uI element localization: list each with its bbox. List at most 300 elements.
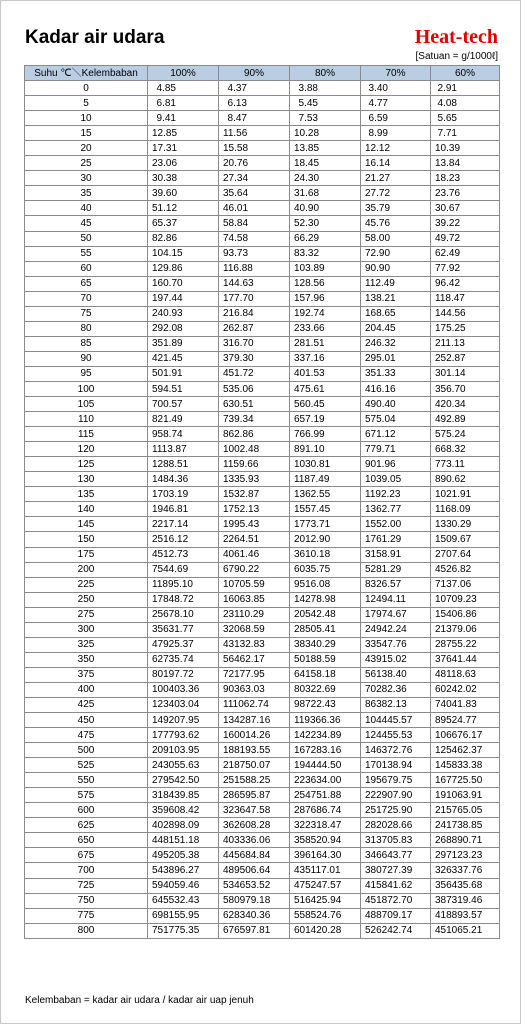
value-cell: 35631.77 <box>148 622 219 637</box>
temperature-cell: 65 <box>25 276 148 291</box>
table-row <box>25 547 500 562</box>
value-cell: 421.45 <box>148 351 219 366</box>
temperature-cell: 85 <box>25 336 148 351</box>
value-cell: 16063.85 <box>219 592 290 607</box>
value-cell: 420.34 <box>431 397 500 412</box>
value-cell: 12.12 <box>361 141 431 156</box>
value-cell: 86382.13 <box>361 697 431 712</box>
value-cell: 251725.90 <box>361 803 431 818</box>
value-cell: 25678.10 <box>148 607 219 622</box>
value-cell: 2707.64 <box>431 547 500 562</box>
header-70: 70% <box>361 66 431 81</box>
temperature-cell: 60 <box>25 261 148 276</box>
value-cell: 7.53 <box>290 111 361 126</box>
table-row <box>25 863 500 878</box>
value-cell: 1946.81 <box>148 502 219 517</box>
temperature-cell: 75 <box>25 306 148 321</box>
value-cell: 15406.86 <box>431 607 500 622</box>
value-cell: 195679.75 <box>361 773 431 788</box>
value-cell: 1192.23 <box>361 487 431 502</box>
value-cell: 279542.50 <box>148 773 219 788</box>
temperature-cell: 25 <box>25 156 148 171</box>
temperature-cell: 140 <box>25 502 148 517</box>
value-cell: 47925.37 <box>148 637 219 652</box>
value-cell: 645532.43 <box>148 893 219 908</box>
value-cell: 103.89 <box>290 261 361 276</box>
table-row <box>25 758 500 773</box>
temperature-cell: 110 <box>25 412 148 427</box>
value-cell: 45.76 <box>361 216 431 231</box>
value-cell: 630.51 <box>219 397 290 412</box>
value-cell: 1557.45 <box>290 502 361 517</box>
value-cell: 821.49 <box>148 412 219 427</box>
value-cell: 142234.89 <box>290 728 361 743</box>
temperature-cell: 800 <box>25 923 148 938</box>
value-cell: 62.49 <box>431 246 500 261</box>
table-row <box>25 381 500 396</box>
value-cell: 21.27 <box>361 171 431 186</box>
value-cell: 779.71 <box>361 442 431 457</box>
value-cell: 37641.44 <box>431 652 500 667</box>
value-cell: 17.31 <box>148 141 219 156</box>
temperature-cell: 0 <box>25 81 148 96</box>
value-cell: 157.96 <box>290 291 361 306</box>
value-cell: 104445.57 <box>361 713 431 728</box>
value-cell: 48118.63 <box>431 667 500 682</box>
temperature-cell: 750 <box>25 893 148 908</box>
temperature-cell: 45 <box>25 216 148 231</box>
value-cell: 1021.91 <box>431 487 500 502</box>
value-cell: 216.84 <box>219 306 290 321</box>
temperature-cell: 135 <box>25 487 148 502</box>
table-row <box>25 773 500 788</box>
value-cell: 379.30 <box>219 351 290 366</box>
value-cell: 20.76 <box>219 156 290 171</box>
value-cell: 177793.62 <box>148 728 219 743</box>
temperature-cell: 105 <box>25 397 148 412</box>
value-cell: 118.47 <box>431 291 500 306</box>
value-cell: 194444.50 <box>290 758 361 773</box>
value-cell: 475247.57 <box>290 878 361 893</box>
value-cell: 10.28 <box>290 126 361 141</box>
value-cell: 1552.00 <box>361 517 431 532</box>
table-row <box>25 502 500 517</box>
temperature-cell: 120 <box>25 442 148 457</box>
value-cell: 58.00 <box>361 231 431 246</box>
table-row <box>25 336 500 351</box>
value-cell: 1484.36 <box>148 472 219 487</box>
value-cell: 20542.48 <box>290 607 361 622</box>
value-cell: 77.92 <box>431 261 500 276</box>
value-cell: 30.38 <box>148 171 219 186</box>
value-cell: 286595.87 <box>219 788 290 803</box>
value-cell: 1532.87 <box>219 487 290 502</box>
value-cell: 362608.28 <box>219 818 290 833</box>
value-cell: 1752.13 <box>219 502 290 517</box>
table-row <box>25 517 500 532</box>
value-cell: 490.40 <box>361 397 431 412</box>
table-row <box>25 788 500 803</box>
value-cell: 33547.76 <box>361 637 431 652</box>
value-cell: 17974.67 <box>361 607 431 622</box>
value-cell: 890.62 <box>431 472 500 487</box>
table-row <box>25 893 500 908</box>
value-cell: 351.33 <box>361 366 431 381</box>
value-cell: 145833.38 <box>431 758 500 773</box>
temperature-cell: 350 <box>25 652 148 667</box>
value-cell: 3.40 <box>361 81 431 96</box>
value-cell: 301.14 <box>431 366 500 381</box>
value-cell: 58.84 <box>219 216 290 231</box>
temperature-cell: 145 <box>25 517 148 532</box>
value-cell: 222907.90 <box>361 788 431 803</box>
value-cell: 56462.17 <box>219 652 290 667</box>
value-cell: 100403.36 <box>148 682 219 697</box>
value-cell: 3158.91 <box>361 547 431 562</box>
value-cell: 51.12 <box>148 201 219 216</box>
value-cell: 204.45 <box>361 321 431 336</box>
value-cell: 23.06 <box>148 156 219 171</box>
value-cell: 9.41 <box>148 111 219 126</box>
value-cell: 82.86 <box>148 231 219 246</box>
value-cell: 160.70 <box>148 276 219 291</box>
table-row <box>25 397 500 412</box>
value-cell: 223634.00 <box>290 773 361 788</box>
value-cell: 93.73 <box>219 246 290 261</box>
value-cell: 144.56 <box>431 306 500 321</box>
value-cell: 5.65 <box>431 111 500 126</box>
value-cell: 356435.68 <box>431 878 500 893</box>
value-cell: 451065.21 <box>431 923 500 938</box>
value-cell: 251588.25 <box>219 773 290 788</box>
value-cell: 40.90 <box>290 201 361 216</box>
value-cell: 1335.93 <box>219 472 290 487</box>
value-cell: 28755.22 <box>431 637 500 652</box>
value-cell: 10705.59 <box>219 577 290 592</box>
value-cell: 134287.16 <box>219 713 290 728</box>
value-cell: 766.99 <box>290 427 361 442</box>
temperature-cell: 250 <box>25 592 148 607</box>
value-cell: 1113.87 <box>148 442 219 457</box>
value-cell: 416.16 <box>361 381 431 396</box>
value-cell: 11.56 <box>219 126 290 141</box>
table-row <box>25 532 500 547</box>
value-cell: 49.72 <box>431 231 500 246</box>
header-temperature-humidity: Suhu ℃＼Kelembaban <box>25 66 148 81</box>
value-cell: 144.63 <box>219 276 290 291</box>
table-row <box>25 667 500 682</box>
value-cell: 8.99 <box>361 126 431 141</box>
value-cell: 119366.36 <box>290 713 361 728</box>
temperature-cell: 525 <box>25 758 148 773</box>
value-cell: 4.85 <box>148 81 219 96</box>
temperature-cell: 675 <box>25 848 148 863</box>
value-cell: 27.72 <box>361 186 431 201</box>
value-cell: 64158.18 <box>290 667 361 682</box>
table-row <box>25 908 500 923</box>
value-cell: 313705.83 <box>361 833 431 848</box>
temperature-cell: 500 <box>25 743 148 758</box>
value-cell: 167725.50 <box>431 773 500 788</box>
value-cell: 492.89 <box>431 412 500 427</box>
temperature-cell: 70 <box>25 291 148 306</box>
value-cell: 46.01 <box>219 201 290 216</box>
value-cell: 90363.03 <box>219 682 290 697</box>
value-cell: 215765.05 <box>431 803 500 818</box>
table-row <box>25 81 500 96</box>
value-cell: 4.77 <box>361 96 431 111</box>
table-row <box>25 472 500 487</box>
value-cell: 12494.11 <box>361 592 431 607</box>
value-cell: 233.66 <box>290 321 361 336</box>
value-cell: 322318.47 <box>290 818 361 833</box>
value-cell: 138.21 <box>361 291 431 306</box>
value-cell: 1159.66 <box>219 457 290 472</box>
value-cell: 268890.71 <box>431 833 500 848</box>
value-cell: 124455.53 <box>361 728 431 743</box>
value-cell: 6.13 <box>219 96 290 111</box>
humidity-table <box>24 65 500 939</box>
value-cell: 160014.26 <box>219 728 290 743</box>
value-cell: 351.89 <box>148 336 219 351</box>
value-cell: 451.72 <box>219 366 290 381</box>
value-cell: 1509.67 <box>431 532 500 547</box>
value-cell: 448151.18 <box>148 833 219 848</box>
value-cell: 240.93 <box>148 306 219 321</box>
value-cell: 218750.07 <box>219 758 290 773</box>
value-cell: 489506.64 <box>219 863 290 878</box>
value-cell: 209103.95 <box>148 743 219 758</box>
value-cell: 8.47 <box>219 111 290 126</box>
value-cell: 35.79 <box>361 201 431 216</box>
table-row <box>25 607 500 622</box>
value-cell: 125462.37 <box>431 743 500 758</box>
value-cell: 43915.02 <box>361 652 431 667</box>
temperature-cell: 35 <box>25 186 148 201</box>
value-cell: 6035.75 <box>290 562 361 577</box>
value-cell: 27.34 <box>219 171 290 186</box>
value-cell: 401.53 <box>290 366 361 381</box>
header-60: 60% <box>431 66 500 81</box>
table-row <box>25 321 500 336</box>
value-cell: 28505.41 <box>290 622 361 637</box>
value-cell: 295.01 <box>361 351 431 366</box>
header-80: 80% <box>290 66 361 81</box>
value-cell: 1773.71 <box>290 517 361 532</box>
temperature-cell: 90 <box>25 351 148 366</box>
table-row <box>25 126 500 141</box>
value-cell: 671.12 <box>361 427 431 442</box>
value-cell: 246.32 <box>361 336 431 351</box>
value-cell: 2264.51 <box>219 532 290 547</box>
table-header-row <box>25 66 500 81</box>
table-row <box>25 803 500 818</box>
temperature-cell: 300 <box>25 622 148 637</box>
value-cell: 1362.55 <box>290 487 361 502</box>
value-cell: 1288.51 <box>148 457 219 472</box>
value-cell: 129.86 <box>148 261 219 276</box>
temperature-cell: 40 <box>25 201 148 216</box>
table-row <box>25 637 500 652</box>
value-cell: 445684.84 <box>219 848 290 863</box>
table-row <box>25 111 500 126</box>
value-cell: 177.70 <box>219 291 290 306</box>
value-cell: 62735.74 <box>148 652 219 667</box>
temperature-cell: 200 <box>25 562 148 577</box>
value-cell: 39.60 <box>148 186 219 201</box>
value-cell: 495205.38 <box>148 848 219 863</box>
value-cell: 74041.83 <box>431 697 500 712</box>
value-cell: 106676.17 <box>431 728 500 743</box>
value-cell: 516425.94 <box>290 893 361 908</box>
value-cell: 188193.55 <box>219 743 290 758</box>
table-row <box>25 427 500 442</box>
value-cell: 418893.57 <box>431 908 500 923</box>
temperature-cell: 425 <box>25 697 148 712</box>
value-cell: 402898.09 <box>148 818 219 833</box>
value-cell: 415841.62 <box>361 878 431 893</box>
value-cell: 657.19 <box>290 412 361 427</box>
table-row <box>25 562 500 577</box>
temperature-cell: 10 <box>25 111 148 126</box>
table-row <box>25 231 500 246</box>
value-cell: 13.84 <box>431 156 500 171</box>
value-cell: 39.22 <box>431 216 500 231</box>
value-cell: 149207.95 <box>148 713 219 728</box>
value-cell: 2217.14 <box>148 517 219 532</box>
value-cell: 98722.43 <box>290 697 361 712</box>
value-cell: 543896.27 <box>148 863 219 878</box>
value-cell: 2516.12 <box>148 532 219 547</box>
value-cell: 1168.09 <box>431 502 500 517</box>
table-row <box>25 457 500 472</box>
value-cell: 6.59 <box>361 111 431 126</box>
value-cell: 676597.81 <box>219 923 290 938</box>
value-cell: 9516.08 <box>290 577 361 592</box>
value-cell: 38340.29 <box>290 637 361 652</box>
value-cell: 5281.29 <box>361 562 431 577</box>
value-cell: 30.67 <box>431 201 500 216</box>
value-cell: 501.91 <box>148 366 219 381</box>
value-cell: 356.70 <box>431 381 500 396</box>
value-cell: 254751.88 <box>290 788 361 803</box>
header-90: 90% <box>219 66 290 81</box>
value-cell: 123403.04 <box>148 697 219 712</box>
value-cell: 1039.05 <box>361 472 431 487</box>
temperature-cell: 275 <box>25 607 148 622</box>
value-cell: 72177.95 <box>219 667 290 682</box>
temperature-cell: 20 <box>25 141 148 156</box>
value-cell: 17848.72 <box>148 592 219 607</box>
value-cell: 403336.06 <box>219 833 290 848</box>
value-cell: 3.88 <box>290 81 361 96</box>
value-cell: 534653.52 <box>219 878 290 893</box>
value-cell: 32068.59 <box>219 622 290 637</box>
value-cell: 170138.94 <box>361 758 431 773</box>
value-cell: 435117.01 <box>290 863 361 878</box>
value-cell: 24.30 <box>290 171 361 186</box>
value-cell: 60242.02 <box>431 682 500 697</box>
value-cell: 282028.66 <box>361 818 431 833</box>
table-row <box>25 743 500 758</box>
value-cell: 65.37 <box>148 216 219 231</box>
value-cell: 6790.22 <box>219 562 290 577</box>
value-cell: 575.24 <box>431 427 500 442</box>
value-cell: 16.14 <box>361 156 431 171</box>
value-cell: 891.10 <box>290 442 361 457</box>
temperature-cell: 15 <box>25 126 148 141</box>
table-row <box>25 261 500 276</box>
value-cell: 396164.30 <box>290 848 361 863</box>
page-title: Kadar air udara <box>25 27 165 48</box>
temperature-cell: 400 <box>25 682 148 697</box>
value-cell: 2.91 <box>431 81 500 96</box>
temperature-cell: 625 <box>25 818 148 833</box>
table-row <box>25 171 500 186</box>
temperature-cell: 80 <box>25 321 148 336</box>
value-cell: 751775.35 <box>148 923 219 938</box>
value-cell: 243055.63 <box>148 758 219 773</box>
value-cell: 192.74 <box>290 306 361 321</box>
value-cell: 560.45 <box>290 397 361 412</box>
value-cell: 89524.77 <box>431 713 500 728</box>
value-cell: 241738.85 <box>431 818 500 833</box>
value-cell: 558524.76 <box>290 908 361 923</box>
value-cell: 24942.24 <box>361 622 431 637</box>
value-cell: 43132.83 <box>219 637 290 652</box>
value-cell: 74.58 <box>219 231 290 246</box>
value-cell: 8326.57 <box>361 577 431 592</box>
value-cell: 380727.39 <box>361 863 431 878</box>
temperature-cell: 700 <box>25 863 148 878</box>
temperature-cell: 375 <box>25 667 148 682</box>
table-row <box>25 878 500 893</box>
value-cell: 297123.23 <box>431 848 500 863</box>
value-cell: 112.49 <box>361 276 431 291</box>
table-row <box>25 201 500 216</box>
value-cell: 594.51 <box>148 381 219 396</box>
value-cell: 580979.18 <box>219 893 290 908</box>
temperature-cell: 175 <box>25 547 148 562</box>
value-cell: 21379.06 <box>431 622 500 637</box>
value-cell: 6.81 <box>148 96 219 111</box>
value-cell: 7.71 <box>431 126 500 141</box>
value-cell: 191063.91 <box>431 788 500 803</box>
value-cell: 252.87 <box>431 351 500 366</box>
value-cell: 31.68 <box>290 186 361 201</box>
temperature-cell: 600 <box>25 803 148 818</box>
temperature-cell: 55 <box>25 246 148 261</box>
value-cell: 292.08 <box>148 321 219 336</box>
temperature-cell: 125 <box>25 457 148 472</box>
value-cell: 326337.76 <box>431 863 500 878</box>
temperature-cell: 550 <box>25 773 148 788</box>
value-cell: 72.90 <box>361 246 431 261</box>
value-cell: 18.23 <box>431 171 500 186</box>
value-cell: 10.39 <box>431 141 500 156</box>
value-cell: 387319.46 <box>431 893 500 908</box>
table-row <box>25 291 500 306</box>
value-cell: 287686.74 <box>290 803 361 818</box>
temperature-cell: 100 <box>25 381 148 396</box>
temperature-cell: 325 <box>25 637 148 652</box>
value-cell: 12.85 <box>148 126 219 141</box>
value-cell: 10709.23 <box>431 592 500 607</box>
temperature-cell: 115 <box>25 427 148 442</box>
value-cell: 668.32 <box>431 442 500 457</box>
value-cell: 1362.77 <box>361 502 431 517</box>
temperature-cell: 450 <box>25 713 148 728</box>
